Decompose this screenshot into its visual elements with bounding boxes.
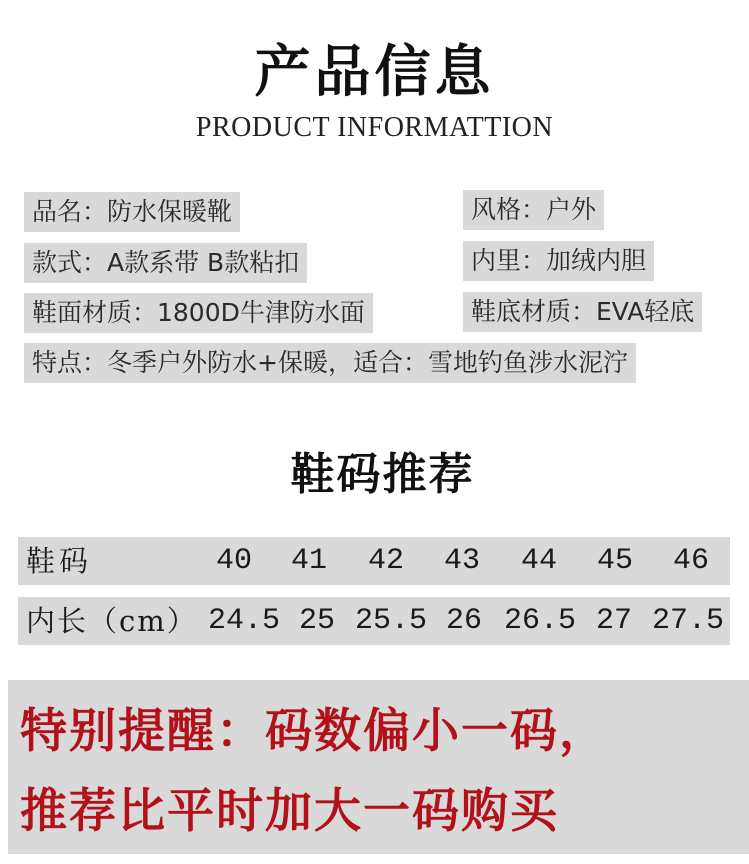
size-cell: 40 bbox=[215, 544, 252, 578]
info-features: 特点：冬季户外防水+保暖，适合：雪地钓鱼涉水泥泞 bbox=[24, 343, 636, 383]
page-subtitle: PRODUCT INFORMATTION bbox=[195, 112, 554, 143]
info-sole-material: 鞋底材质：EVA轻底 bbox=[463, 292, 702, 332]
length-cell: 25 bbox=[298, 604, 335, 638]
size-cell: 43 bbox=[443, 544, 480, 578]
size-cell: 45 bbox=[596, 544, 633, 578]
length-cell: 26.5 bbox=[503, 604, 576, 638]
size-row bbox=[18, 537, 730, 585]
reminder-line-1: 特别提醒：码数偏小一码， bbox=[20, 704, 608, 759]
page-title: 产品信息 bbox=[254, 40, 495, 105]
reminder-line-2: 推荐比平时加大一码购买 bbox=[20, 784, 559, 839]
size-reminder-banner bbox=[8, 680, 749, 854]
size-cell: 46 bbox=[672, 544, 709, 578]
length-cell: 27 bbox=[595, 604, 632, 638]
size-section-title: 鞋码推荐 bbox=[290, 449, 475, 500]
length-row bbox=[18, 597, 730, 645]
length-cell: 27.5 bbox=[651, 604, 724, 638]
info-upper-material: 鞋面材质：1800D牛津防水面 bbox=[24, 293, 373, 333]
info-style: 风格：户外 bbox=[463, 190, 604, 230]
size-cell: 44 bbox=[520, 544, 557, 578]
size-cell: 42 bbox=[367, 544, 404, 578]
size-row-label: 鞋码 bbox=[26, 544, 93, 578]
length-cell: 26 bbox=[445, 604, 482, 638]
length-row-label: 内长（cm） bbox=[26, 604, 198, 638]
length-cell: 25.5 bbox=[354, 604, 427, 638]
size-cell: 41 bbox=[290, 544, 327, 578]
info-model: 款式：A款系带 B款粘扣 bbox=[24, 243, 307, 283]
info-lining: 内里：加绒内胆 bbox=[463, 241, 654, 281]
length-cell: 24.5 bbox=[207, 604, 280, 638]
info-product-name: 品名：防水保暖靴 bbox=[24, 192, 240, 232]
